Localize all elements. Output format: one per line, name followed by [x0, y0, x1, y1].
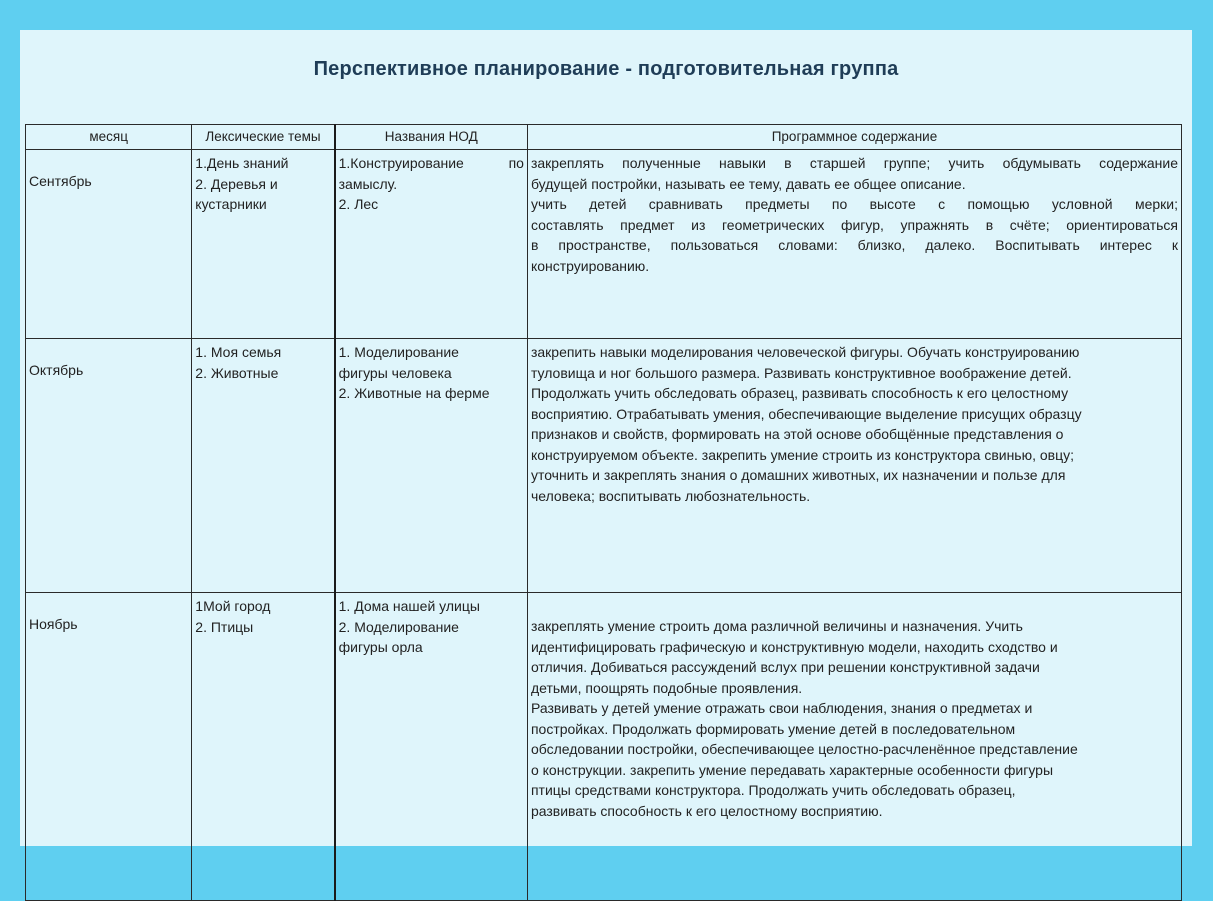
nod-line: 1. Дома нашей улицы — [338, 598, 480, 614]
page-title: Перспективное планирование - подготовительная группа — [313, 58, 899, 80]
nod-line: 2. Животные на ферме — [338, 385, 490, 401]
topic-line: 2. Птицы — [195, 618, 254, 635]
topic-line: кустарники — [195, 196, 267, 212]
content-cell — [527, 150, 1181, 339]
nod-line: 2. Лес — [338, 196, 379, 212]
nod-cell — [335, 593, 528, 901]
content-line: учить детей сравнивать предметы по высоте с помощью условной мерки; — [530, 196, 1178, 212]
content-cell — [527, 593, 1181, 901]
content-line: обследовании постройки, обеспечивающее целостно-расчленённое представление — [530, 741, 1078, 757]
table-row — [26, 339, 1182, 593]
content-line: закреплять умение строить дома различной величины и назначения. Учить — [530, 618, 1023, 634]
topics-cell — [192, 150, 335, 339]
nod-cell — [335, 150, 528, 339]
content-line: в пространстве, пользоваться словами: близко, далеко. Воспитывать интерес к — [530, 237, 1178, 253]
content-line: о конструкции. закрепить умение передавать характерные особенности фигуры — [530, 761, 1054, 778]
content-line: закреплять полученные навыки в старшей группе; учить обдумывать содержание — [530, 155, 1178, 171]
nod-line: 1. Моделирование — [338, 344, 459, 360]
nod-line: фигуры орла — [338, 639, 423, 655]
content-line: закрепить навыки моделирования человеческой фигуры. Обучать конструированию — [530, 344, 1080, 360]
content-line: развивать способность к его целостному восприятию. — [530, 802, 883, 819]
topic-line: 1Мой город — [195, 598, 271, 614]
table-row — [26, 593, 1182, 901]
content-line: человека; воспитывать любознательность. — [530, 487, 811, 504]
month-cell — [26, 150, 192, 339]
content-line: будущей постройки, называть ее тему, давать ее общее описание. — [530, 175, 966, 192]
header-month: месяц — [26, 125, 192, 150]
content-line: признаков и свойств, формировать на этой основе обобщённые представления о — [530, 426, 1064, 442]
table-header-row — [26, 125, 1182, 150]
month-cell — [26, 339, 192, 593]
nod-cell — [335, 339, 528, 593]
content-line: Развивать у детей умение отражать свои наблюдения, знания о предметах и — [530, 700, 1033, 716]
topic-line: 1.День знаний — [195, 155, 289, 171]
topic-line: 2. Животные — [195, 364, 279, 381]
content-line: отличия. Добиваться рассуждений вслух при решении конструктивной задачи — [530, 659, 1040, 675]
content-line: птицы средствами конструктора. Продолжать учить обследовать образец, — [530, 782, 1016, 798]
slide — [20, 30, 1192, 846]
header-topics: Лексические темы — [192, 125, 335, 150]
table-row — [26, 150, 1182, 339]
topics-cell — [192, 339, 335, 593]
nod-line: замыслу. — [338, 175, 398, 192]
topics-cell — [192, 593, 335, 901]
nod-line: фигуры человека — [338, 364, 452, 381]
topic-line: 2. Деревья и — [195, 175, 278, 192]
content-line: Продолжать учить обследовать образец, развивать способность к его целостному — [530, 385, 1069, 401]
month-label: Октябрь — [29, 362, 84, 378]
header-nod: Названия НОД — [335, 125, 528, 150]
content-line: восприятию. Отрабатывать умения, обеспечивающие выделение присущих образцу — [530, 405, 1082, 422]
content-line: конструированию. — [530, 257, 650, 274]
content-line: идентифицировать графическую и конструктивную модели, находить сходство и — [530, 638, 1058, 655]
nod-line: 2. Моделирование — [338, 618, 459, 635]
nod-line: 1.Конструирование по — [338, 155, 524, 171]
content-cell — [527, 339, 1181, 593]
content-line: составлять предмет из геометрических фигур, упражнять в счёте; ориентироваться — [530, 216, 1178, 233]
content-line: конструируемом объекте. закрепить умение строить из конструктора свинью, овцу; — [530, 446, 1075, 463]
content-line: уточнить и закреплять знания о домашних животных, их назначении и пользе для — [530, 467, 1066, 483]
planning-table — [25, 124, 1182, 901]
content-line: постройках. Продолжать формировать умение детей в последовательном — [530, 720, 1016, 737]
month-cell — [26, 593, 192, 901]
header-content: Программное содержание — [527, 125, 1181, 150]
topic-line: 1. Моя семья — [195, 344, 282, 360]
month-label: Сентябрь — [29, 173, 92, 189]
content-line: туловища и ног большого размера. Развивать конструктивное воображение детей. — [530, 364, 1072, 381]
content-line: детьми, поощрять подобные проявления. — [530, 679, 803, 696]
month-label: Ноябрь — [29, 616, 78, 632]
